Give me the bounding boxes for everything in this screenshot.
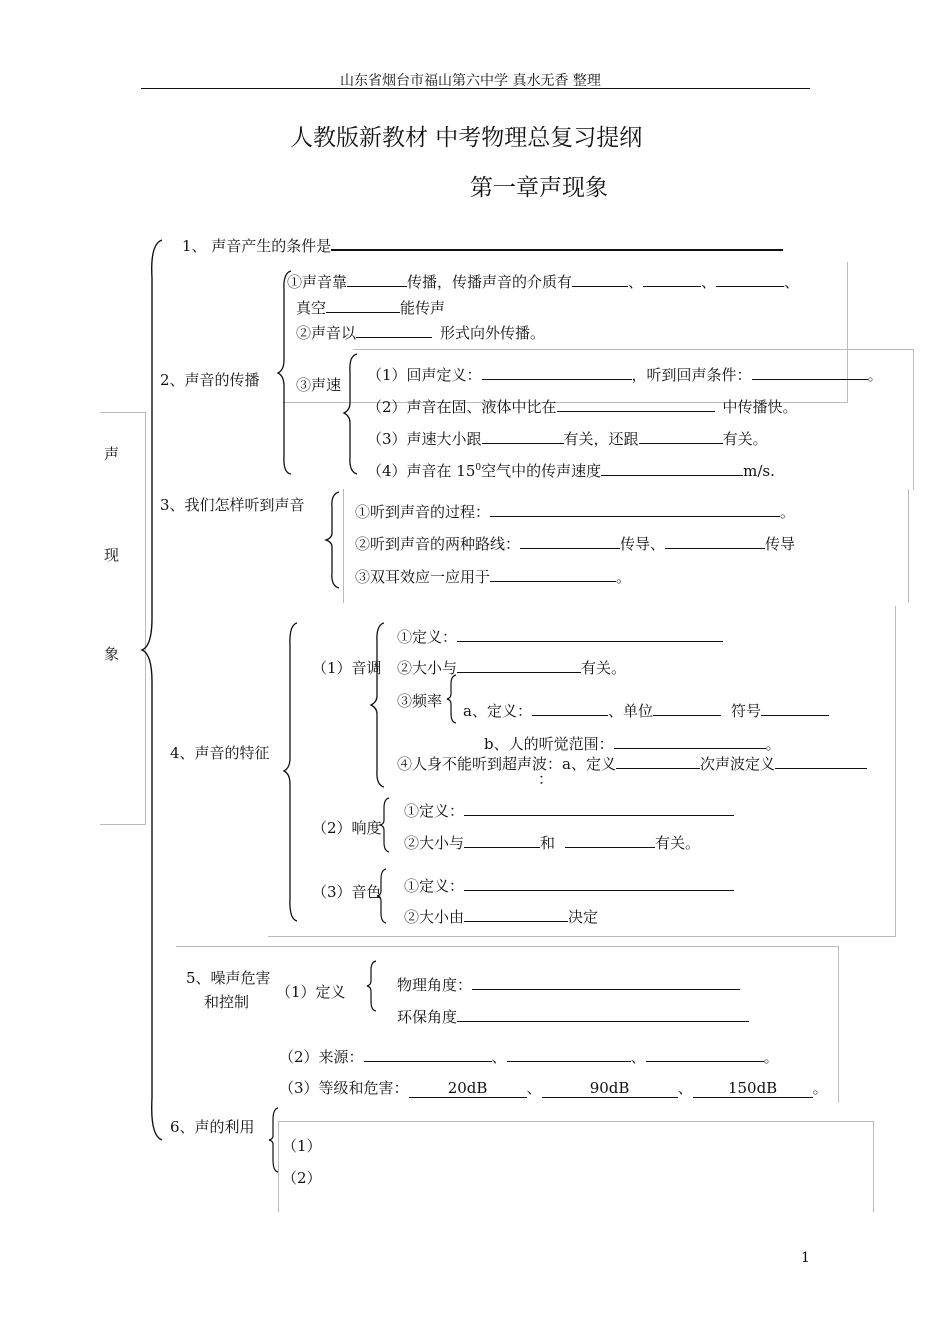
s4-loudness-label: （2）响度 — [312, 819, 382, 837]
s1-label: 1、 声音产生的条件是 — [182, 235, 783, 256]
s2-speed-label: ③声速 — [296, 376, 342, 394]
s3-label: 3、我们怎样听到声音 — [160, 496, 305, 514]
s3-brace — [325, 491, 345, 589]
s2-air-speed: （4）声音在 $15^0$空气中的传声速度 m/s. — [367, 462, 775, 480]
s6-item-1: （1） — [282, 1137, 322, 1155]
side-char-1: 声 — [104, 445, 120, 463]
s2-line-c: ②声音以 形式向外传播。 — [296, 324, 546, 342]
s4-label: 4、声音的特征 — [170, 744, 270, 762]
s6-brace — [268, 1107, 282, 1173]
s4-pitch-label: （1）音调 — [312, 659, 382, 677]
s2-line-a: ①声音靠 传播，传播声音的介质有 、 、 、 — [287, 273, 800, 291]
s4-ultrasound: ④人身不能听到超声波：a、定义 次声波定义 — [397, 753, 867, 774]
s5-def-label: （1）定义 — [276, 983, 346, 1001]
s4-freq-def: a、定义： 、单位 符号 — [463, 700, 829, 721]
s2-solid: （2）声音在固、液体中比在 中传播快。 — [367, 398, 798, 416]
s5-physics: 物理角度： — [397, 974, 740, 995]
s4-brace — [283, 622, 303, 922]
s3-binaural: ③双耳效应一应用于 。 — [355, 568, 632, 586]
s4-timbre-size: ②大小由 决定 — [404, 908, 599, 926]
page-number: 1 — [801, 1250, 810, 1266]
s4-pitch-brace — [370, 622, 390, 788]
side-char-3: 象 — [104, 645, 120, 663]
s4-hearing-range: b、人的听觉范围： 。 — [484, 735, 781, 753]
s3-routes: ②听到声音的两种路线： 传导、 传导 — [355, 535, 796, 553]
s5-label-1: 5、噪声危害 — [186, 969, 271, 987]
s2-speed-factors: （3）声速大小跟 有关，还跟 有关。 — [367, 430, 768, 448]
s6-box — [278, 1121, 874, 1212]
s4-pitch-def: ①定义： — [397, 626, 723, 647]
s4-freq-label: ③频率 — [397, 692, 443, 710]
s4-timbre-label: （3）音色 — [312, 883, 382, 901]
s2-label: 2、声音的传播 — [160, 371, 260, 389]
s5-sources: （2）来源： 、 、 。 — [279, 1048, 779, 1066]
s4-timbre-def: ①定义： — [404, 875, 734, 896]
s4-colon: ： — [538, 770, 554, 788]
s5-levels: （3）等级和危害： 20dB 、 90dB 、 150dB 。 — [279, 1079, 828, 1097]
s4-loudness-brace — [379, 797, 393, 853]
page-title: 人教版新教材 中考物理总复习提纲 — [290, 125, 643, 151]
s4-timbre-brace — [376, 868, 390, 924]
s3-process: ①听到声音的过程： 。 — [355, 503, 796, 521]
s6-item-2: （2） — [282, 1169, 322, 1187]
s2-brace — [277, 270, 297, 475]
s5-label-2: 和控制 — [204, 993, 250, 1011]
s2-echo: （1）回声定义： ，听到回声条件： 。 — [367, 366, 883, 384]
chapter-title: 第一章声现象 — [470, 175, 608, 201]
s4-freq-brace — [446, 674, 460, 724]
header-rule — [141, 88, 810, 89]
s2-speed-brace — [343, 353, 363, 475]
side-char-2: 现 — [104, 546, 120, 564]
s4-loudness-size: ②大小与 和 有关。 — [404, 834, 701, 852]
s4-pitch-size: ②大小与 有关。 — [397, 659, 627, 677]
running-header: 山东省烟台市福山第六中学 真水无香 整理 — [340, 73, 601, 89]
s6-label: 6、声的利用 — [170, 1118, 255, 1136]
s2-line-b: 真空 能传声 — [296, 299, 446, 317]
s4-loudness-def: ①定义： — [404, 800, 734, 821]
s5-def-brace — [366, 960, 380, 1012]
s5-environment: 环保角度 — [397, 1006, 749, 1027]
